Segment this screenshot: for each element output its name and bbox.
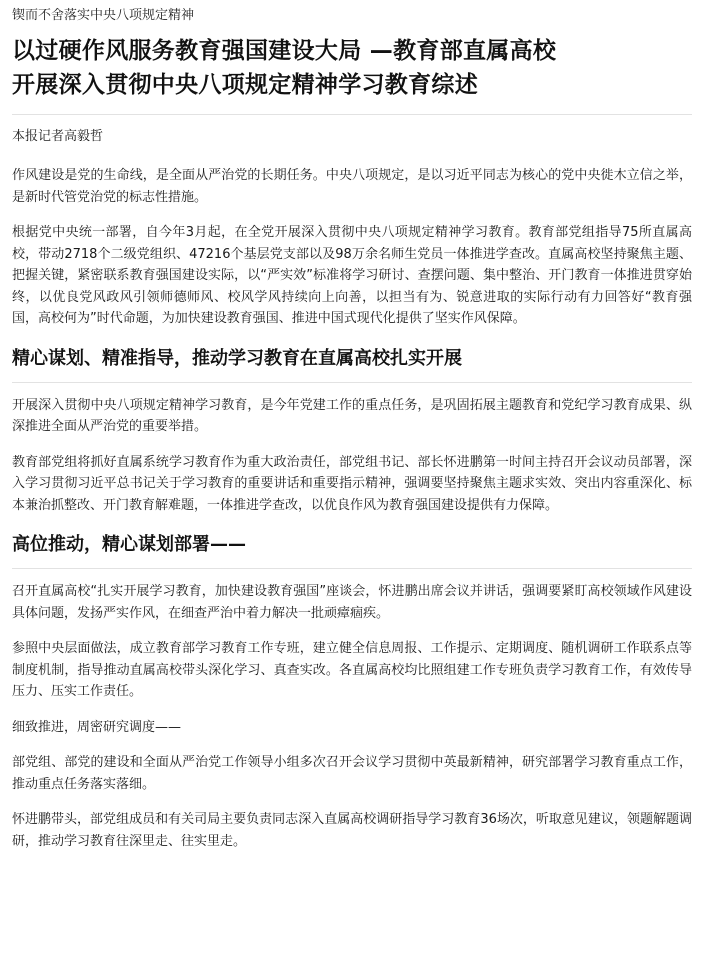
subheading-paragraph: 细致推进，周密研究调度—— <box>12 719 182 735</box>
section-heading: 高位推动，精心谋划部署—— <box>12 534 246 555</box>
intro-paragraph: 作风建设是党的生命线，是全面从严治党的长期任务。中央八项规定，是以习近平同志为核心的党中央徙木立信之举，是新时代管党治党的标志性措施。 <box>12 168 692 205</box>
body-paragraph: 教育部党组将抓好直属系统学习教育作为重大政治责任，部党组书记、部长怀进鹏第一时间主持召开会议动员部署，深入学习贯彻习近平总书记关于学习教育的重要讲话和重要指示精神，强调要坚持聚焦主题求实效、突出内容重深化、标本兼治抓整改、开门教育解难题，一体推进学查改，以优良作风为教育强国建设提供有力保障。 <box>12 454 692 513</box>
article-title-line-1: 以过硬作风服务教育强国建设大局 —教育部直属高校 <box>12 38 557 64</box>
article-title-line-2: 开展深入贯彻中央八项规定精神学习教育综述 <box>12 72 478 98</box>
section-divider <box>12 568 692 569</box>
intro-paragraph: 根据党中央统一部署，自今年3月起，在全党开展深入贯彻中央八项规定精神学习教育。教育部党组指导75所直属高校，带动2718个二级党组织、47216个基层党支部以及98万余名师生党员一体推进学查改。直属高校坚持聚焦主题、把握关键，紧密联系教育强国建设实际，以“严实效”标准将学习研讨、查摆问题、集中整治、开门教育一体推进贯穿始终，以优良党风政风引领师德师风、校风学风持续向上向善，以担当有为、锐意进取的实际行动有力回答好“教育强国，高校何为”时代命题，为加快建设教育强国、推进中国式现代化提供了坚实作风保障。 <box>12 225 692 326</box>
article-kicker: 锲而不舍落实中央八项规定精神 <box>12 8 195 23</box>
section-divider <box>12 382 692 383</box>
body-paragraph: 开展深入贯彻中央八项规定精神学习教育，是今年党建工作的重点任务，是巩固拓展主题教育和党纪学习教育成果、纵深推进全面从严治党的重要举措。 <box>12 397 692 434</box>
byline: 本报记者高毅哲 <box>12 129 104 144</box>
body-paragraph: 召开直属高校“扎实开展学习教育，加快建设教育强国”座谈会，怀进鹏出席会议并讲话，强调要紧盯高校领域作风建设具体问题，发扬严实作风，在细查严治中着力解决一批顽瘴痼疾。 <box>12 584 692 621</box>
body-paragraph: 参照中央层面做法，成立教育部学习教育工作专班，建立健全信息周报、工作提示、定期调度、随机调研工作联系点等制度机制，指导推动直属高校带头深化学习、真查实改。各直属高校均比照组建工作专班负责学习教育工作，有效传导压力、压实工作责任。 <box>12 641 692 699</box>
title-divider <box>12 114 692 115</box>
body-paragraph: 部党组、部党的建设和全面从严治党工作领导小组多次召开会议学习贯彻中英最新精神，研究部署学习教育重点工作，推动重点任务落实落细。 <box>12 755 692 792</box>
section-heading: 精心谋划、精准指导，推动学习教育在直属高校扎实开展 <box>12 347 462 369</box>
article-title <box>12 34 692 102</box>
body-paragraph: 怀进鹏带头，部党组成员和有关司局主要负责同志深入直属高校调研指导学习教育36场次，听取意见建议，领题解题调研，推动学习教育往深里走、往实里走。 <box>12 812 692 849</box>
